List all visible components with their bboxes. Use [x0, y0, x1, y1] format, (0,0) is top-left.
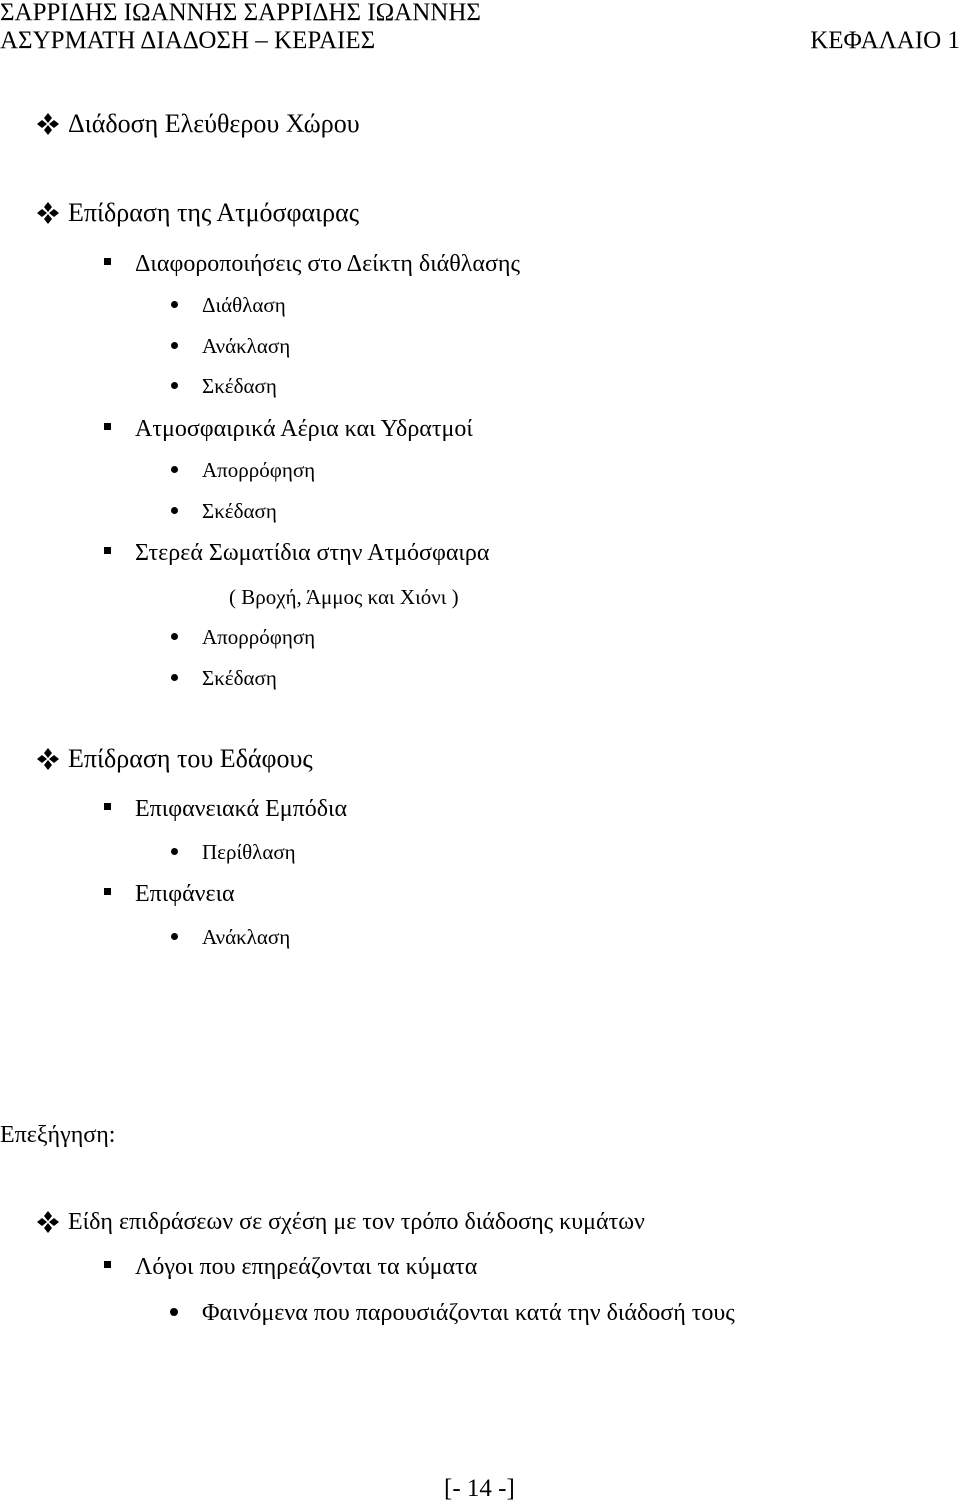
subheading-refractive-index: Διαφοροποιήσεις στο Δείκτη διάθλασης — [135, 251, 520, 277]
square-bullet-icon — [104, 547, 111, 554]
subheading-gases: Ατμοσφαιρικά Αέρια και Υδρατμοί — [135, 416, 473, 442]
page-number: [- 14 -] — [444, 1475, 515, 1502]
item-absorption: Απορρόφηση — [202, 458, 316, 482]
four-diamond-icon — [37, 113, 59, 135]
round-bullet-icon — [171, 507, 178, 514]
item-reflection: Ανάκλαση — [202, 925, 291, 949]
square-bullet-icon — [104, 888, 111, 895]
square-bullet-icon — [104, 803, 111, 810]
heading-free-space: Διάδοση Ελεύθερου Χώρου — [68, 109, 360, 138]
item-reflection: Ανάκλαση — [202, 334, 291, 358]
round-bullet-icon — [171, 382, 178, 389]
four-diamond-icon — [37, 748, 59, 770]
particles-note: ( Βροχή, Άμμος και Χιόνι ) — [229, 585, 459, 609]
round-bullet-icon — [171, 342, 178, 349]
round-bullet-icon — [170, 1308, 178, 1316]
round-bullet-icon — [171, 933, 178, 940]
header-subtitle: ΑΣΥΡΜΑΤΗ ΔΙΑΔΟΣΗ – ΚΕΡΑΙΕΣ — [0, 27, 376, 54]
item-absorption: Απορρόφηση — [202, 625, 316, 649]
legend-label: Επεξήγηση: — [0, 1122, 116, 1148]
legend-level1: Είδη επιδράσεων σε σχέση με τον τρόπο διάδοσης κυμάτων — [68, 1209, 645, 1235]
item-diffraction: Περίθλαση — [202, 840, 296, 864]
item-scattering: Σκέδαση — [202, 374, 277, 398]
round-bullet-icon — [171, 848, 178, 855]
subheading-particles: Στερεά Σωματίδια στην Ατμόσφαιρα — [135, 540, 490, 566]
square-bullet-icon — [104, 423, 111, 430]
item-scattering: Σκέδαση — [202, 666, 277, 690]
heading-atmosphere: Επίδραση της Ατμόσφαιρας — [68, 198, 360, 227]
item-refraction: Διάθλαση — [202, 293, 286, 317]
header-title: ΣΑΡΡΙΔΗΣ ΙΩΑΝΝΗΣ ΣΑΡΡΙΔΗΣ ΙΩΑΝΝΗΣ — [0, 0, 481, 26]
subheading-surface: Επιφάνεια — [135, 881, 235, 907]
subheading-obstacles: Επιφανειακά Εμπόδια — [135, 796, 348, 822]
legend-level3: Φαινόμενα που παρουσιάζονται κατά την διάδοσή τους — [202, 1300, 735, 1326]
round-bullet-icon — [171, 466, 178, 473]
square-bullet-icon — [104, 1261, 111, 1268]
header-chapter: ΚΕΦΑΛΑΙΟ 1 — [810, 27, 960, 54]
item-scattering: Σκέδαση — [202, 499, 277, 523]
four-diamond-icon — [37, 202, 59, 224]
round-bullet-icon — [171, 301, 178, 308]
four-diamond-icon — [37, 1211, 59, 1233]
heading-ground: Επίδραση του Εδάφους — [68, 744, 313, 773]
legend-level2: Λόγοι που επηρεάζονται τα κύματα — [135, 1254, 478, 1280]
round-bullet-icon — [171, 633, 178, 640]
round-bullet-icon — [171, 674, 178, 681]
square-bullet-icon — [104, 258, 111, 265]
